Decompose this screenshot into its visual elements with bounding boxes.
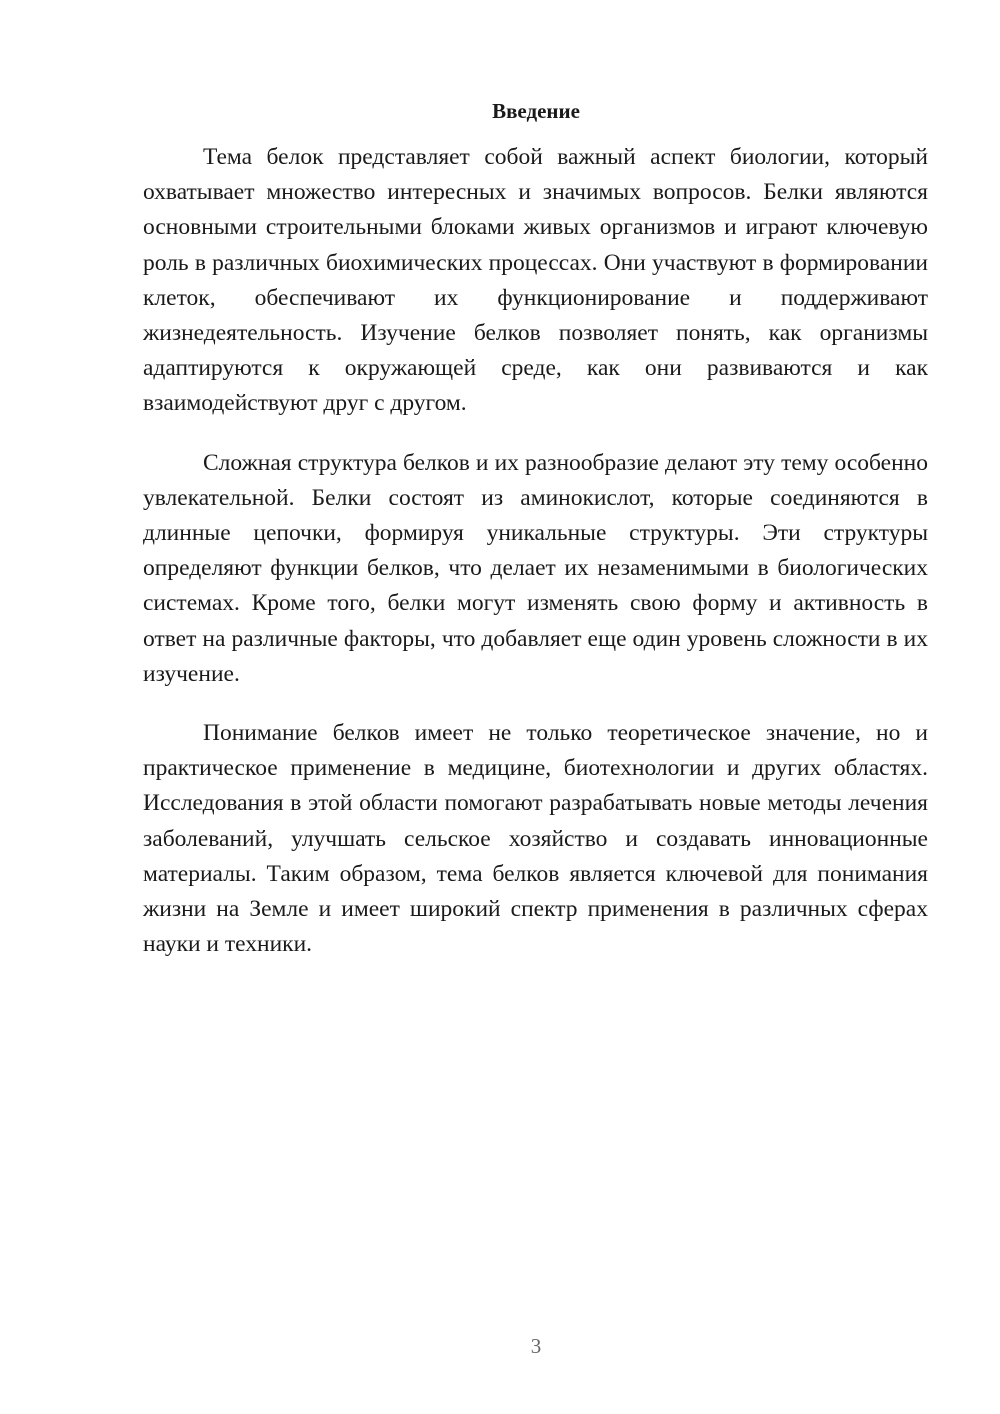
paragraph: Понимание белков имеет не только теоретическое значение, но и практическое применение в медицине, биотехнологии и других областях. Исследования в этой области помогают разрабатывать новые методы лечения заболеваний, улучшать сельское хозяйство и создавать инновационные материалы. Таким образом, тема белков является ключевой для понимания жизни на Земле и имеет широкий спектр применения в различных сферах науки и техники. <box>143 720 928 958</box>
document-body <box>143 140 928 986</box>
page-title: Введение <box>492 99 580 123</box>
paragraph: Тема белок представляет собой важный аспект биологии, который охватывает множество интересных и значимых вопросов. Белки являются основными строительными блоками живых организмов и играют ключевую роль в различных биохимических процессах. Они участвуют в формировании клеток, обеспечивают их функционирование и поддерживают жизнедеятельность. Изучение белков позволяет понять, как организмы адаптируются к окружающей среде, как они развиваются и как взаимодействуют друг с другом. <box>143 144 928 417</box>
page-number: 3 <box>530 1334 542 1358</box>
paragraph: Сложная структура белков и их разнообразие делают эту тему особенно увлекательной. Белки состоят из аминокислот, которые соединяются в длинные цепочки, формируя уникальные структуры. Эти структуры определяют функции белков, что делает их незаменимыми в биологических системах. Кроме того, белки могут изменять свою форму и активность в ответ на различные факторы, что добавляет еще один уровень сложности в их изучение. <box>143 449 928 687</box>
